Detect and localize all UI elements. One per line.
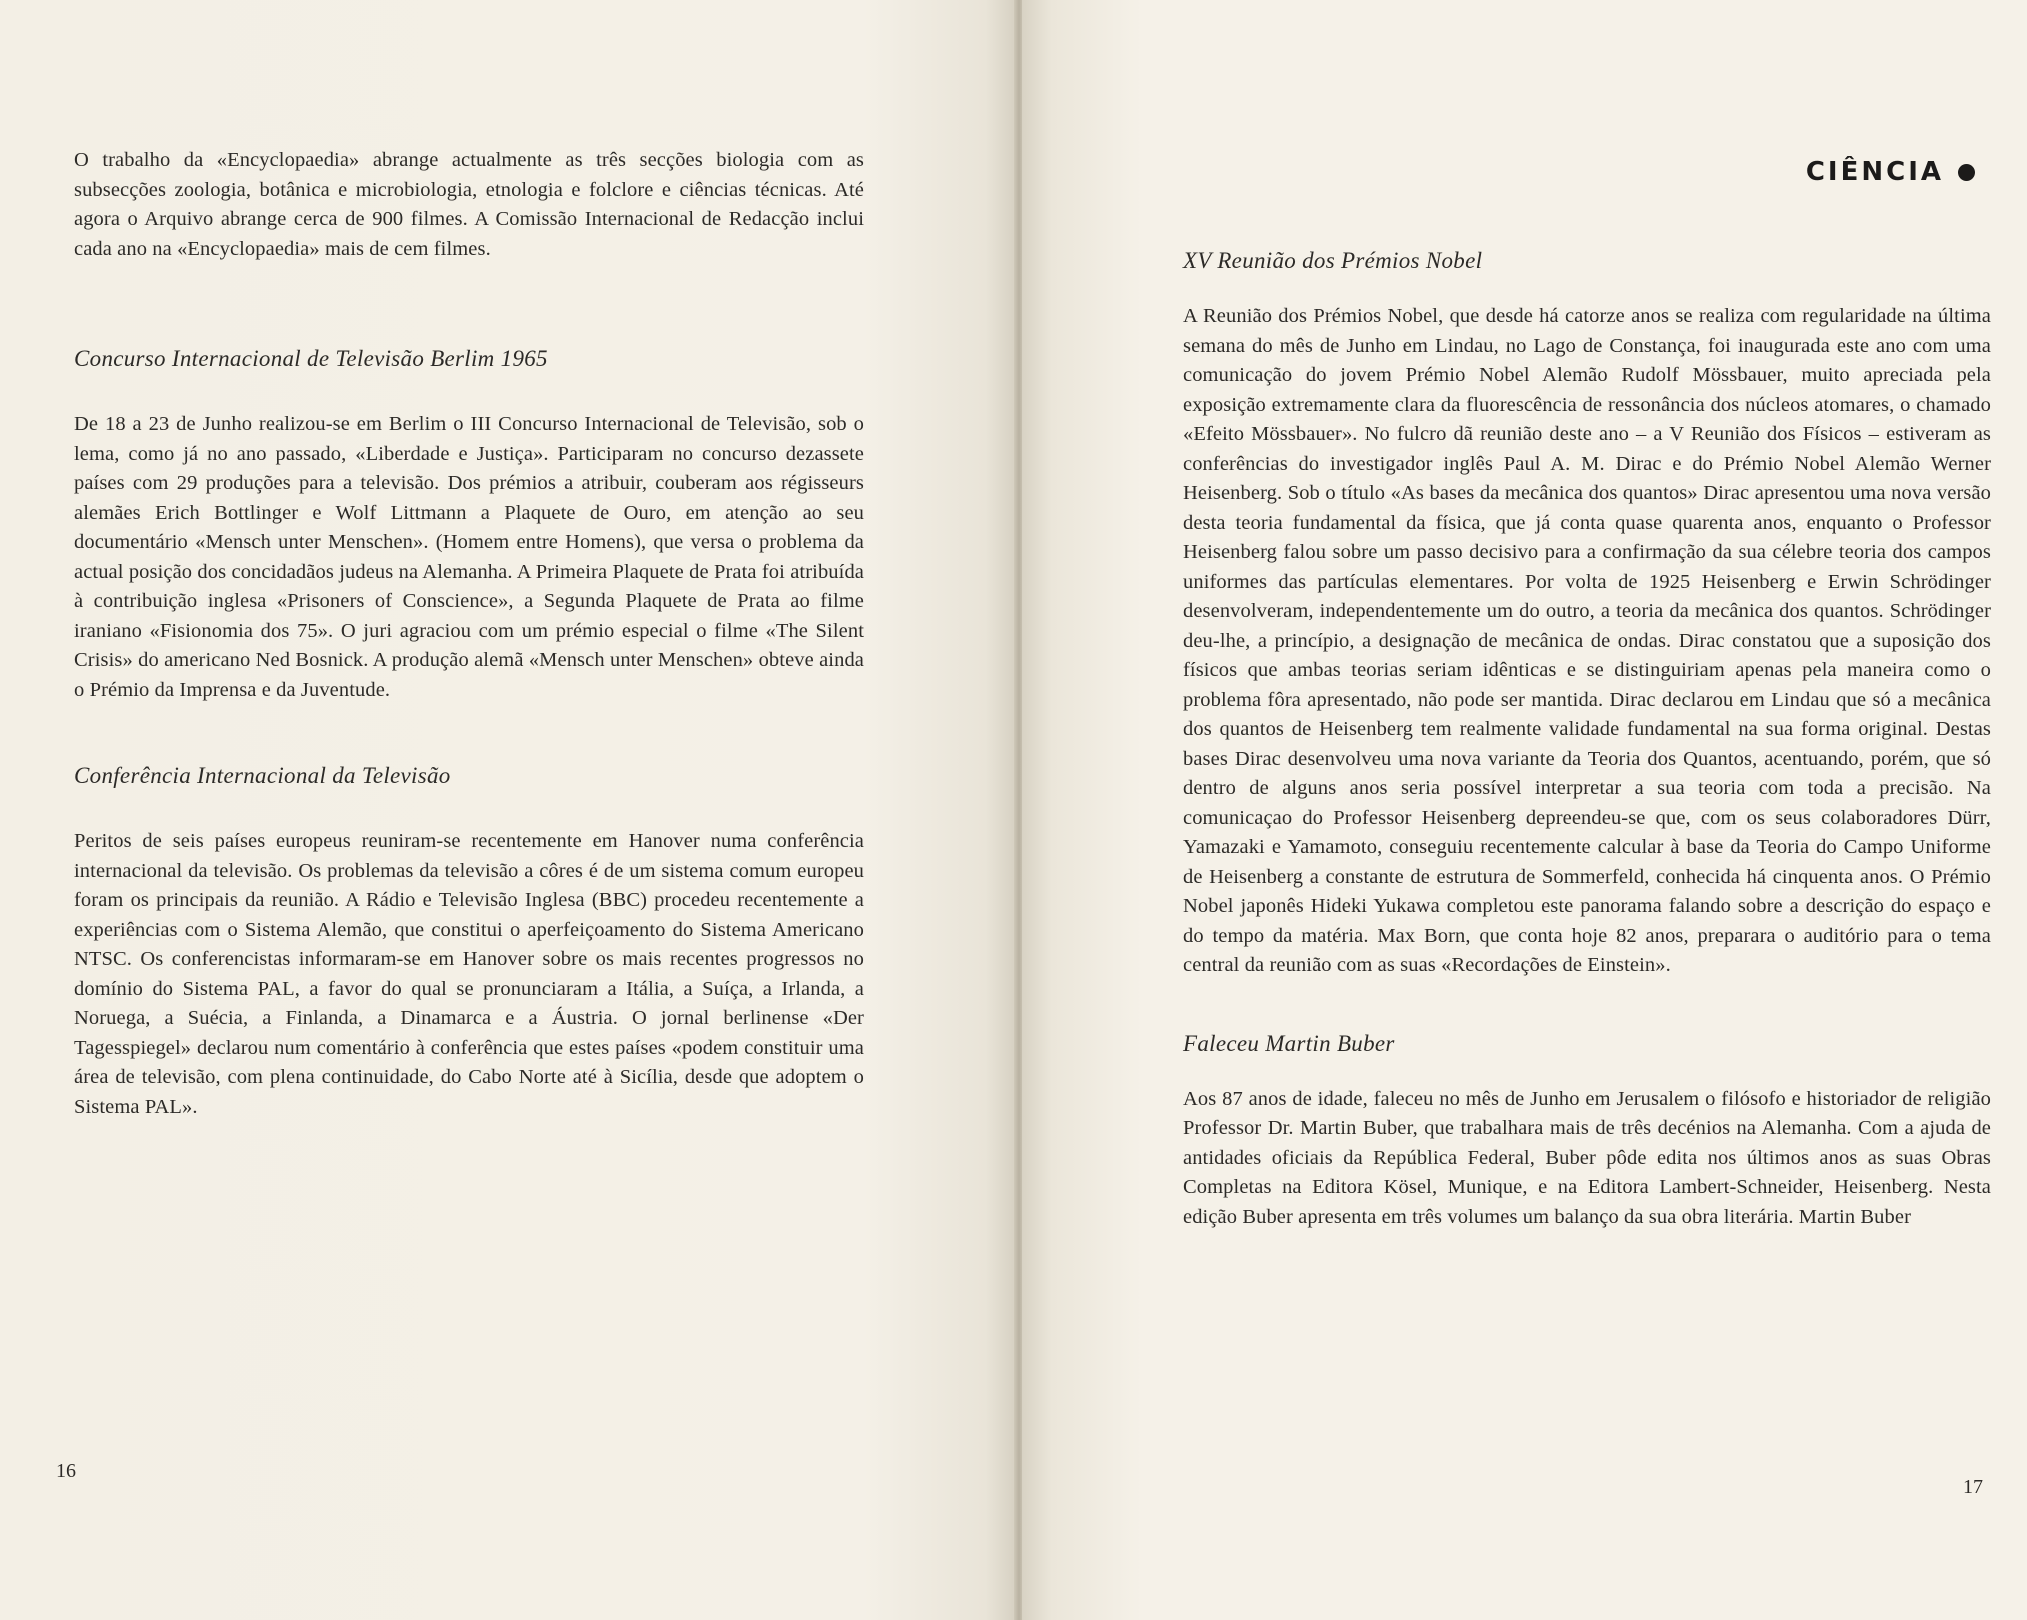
right-text-column [1183, 248, 1991, 1232]
paragraph-conferencia-televisao: Peritos de seis países europeus reuniram-se recentemente em Hanover numa conferência internacional da televisão. Os problemas da televisão a côres é de um sistema comum europeu foram os principais da reunião. A Rádio e Televisão Inglesa (BBC) procedeu recentemente a experiências com o Sistema Alemão, que constitui o aperfeiçoamento do Sistema Americano NTSC. Os conferencistas informaram-se em Hanover sobre os mais recentes progressos no domínio do Sistema PAL, a favor do qual se pronunciaram a Itália, a Suíça, a Irlanda, a Noruega, a Suécia, a Finlanda, a Dinamarca e a Áustria. O jornal berlinense «Der Tagesspiegel» declarou num comentário à conferência que estes países «podem constituir uma área de televisão, com plena continuidade, do Cabo Norte até à Sicília, desde que adoptem o Sistema PAL». [74, 830, 864, 1118]
page-number-left: 16 [56, 1460, 76, 1482]
heading-conferencia-televisao: Conferência Internacional da Televisão [74, 763, 451, 788]
paragraph-premios-nobel: A Reunião dos Prémios Nobel, que desde há catorze anos se realiza com regularidade na última semana do mês de Junho em Lindau, no Lago de Constança, foi inaugurada este ano com uma comunicação do jovem Prémio Nobel Alemão Rudolf Mössbauer, muito apreciada pela exposição extremamente clara da fluorescência de ressonância dos núcleos atomares, o chamado «Efeito Mössbauer». No fulcro dã reunião deste ano – a V Reunião dos Físicos – estiveram as conferências do investigador inglês Paul A. M. Dirac e do Prémio Nobel Alemão Werner Heisenberg. Sob o título «As bases da mecânica dos quantos» Dirac apresentou uma nova versão desta teoria fundamental da física, que já conta quase quarenta anos, enquanto o Professor Heisenberg falou sobre um passo decisivo para a confirmação da sua célebre teoria dos campos uniformes das partículas elementares. Por volta de 1925 Heisenberg e Erwin Schrödinger desenvolveram, independentemente um do outro, a teoria da mecânica dos quantos. Schrödinger deu-lhe, a princípio, a designação de mecânica de ondas. Dirac constatou que a suposição dos físicos que ambas teorias seriam idênticas e se distinguiriam apenas pela maneira como o problema fôra apresentado, não pode ser mantida. Dirac declarou em Lindau que só a mecânica dos quantos de Heisenberg tem realmente validade fundamental na sua forma original. Destas bases Dirac desenvolveu uma nova variante da Teoria dos Quantos, acentuando, porém, que só dentro de alguns anos seria possível interpretar a sua teoria com toda a precisão. Na comunicaçao do Professor Heisenberg depreendeu-se que, com os seus colaboradores Dürr, Yamazaki e Yamamoto, conseguiu recentemente calcular à base da Teoria do Campo Uniforme de Heisenberg a constante de estrutura de Sommerfeld, conhecida há cinquenta anos. O Prémio Nobel japonês Hideki Yukawa completou este panorama falando sobre a descrição do espaço e do tempo da matéria. Max Born, que conta hoje 82 anos, preparara o auditório para o tema central da reunião com as suas «Recordações de Einstein». [1183, 305, 1991, 976]
paragraph-concurso-berlim: De 18 a 23 de Junho realizou-se em Berlim o III Concurso Internacional de Televisão, sob o lema, como já no ano passado, «Liberdade e Justiça». Participaram no concurso dezassete países com 29 produções para a televisão. Dos prémios a atribuir, couberam aos régisseurs alemães Erich Bottlinger e Wolf Littmann a Plaquete de Ouro, em atenção ao seu documentário «Mensch unter Menschen». (Homem entre Homens), que versa o problema da actual posição dos concidadãos judeus na Alemanha. A Primeira Plaquete de Prata foi atribuída à contribuição inglesa «Prisoners of Conscience», a Segunda Plaquete de Prata ao filme iraniano «Fisionomia dos 75». O juri agraciou com um prémio especial o filme «The Silent Crisis» do americano Ned Bosnick. A produção alemã «Mensch unter Menschen» obteve ainda o Prémio da Imprensa e da Juventude. [74, 413, 864, 701]
paragraph-martin-buber: Aos 87 anos de idade, faleceu no mês de Junho em Jerusalem o filósofo e historiador de religião Professor Dr. Martin Buber, que trabalhara mais de três decénios na Alemanha. Com a ajuda de antidades oficiais da República Federal, Buber pôde edita nos últimos anos as suas Obras Completas na Editora Kösel, Munique, e na Editora Lambert-Schneider, Heisenberg. Nesta edição Buber apresenta em três volumes um balanço da sua obra literária. Martin Buber [1183, 1087, 1991, 1228]
left-text-column [74, 146, 864, 1122]
heading-premios-nobel: XV Reunião dos Prémios Nobel [1183, 248, 1483, 273]
page-number-right: 17 [1963, 1476, 1983, 1498]
right-page [1022, 0, 2027, 1620]
heading-martin-buber: Faleceu Martin Buber [1183, 1030, 1395, 1056]
paragraph-intro: O trabalho da «Encyclopaedia» abrange actualmente as três secções biologia com as subsecções zoologia, botânica e microbiologia, etnologia e folclore e ciências técnicas. Até agora o Arquivo abrange cerca de 900 filmes. A Comissão Internacional de Redacção inclui cada ano na «Encyclopaedia» mais de cem filmes. [74, 149, 864, 260]
section-label [1806, 157, 1975, 187]
bullet-dot-icon [1958, 164, 1975, 181]
heading-concurso-berlim: Concurso Internacional de Televisão Berlim 1965 [74, 346, 548, 371]
section-label-text: CIÊNCIA [1805, 157, 1944, 187]
